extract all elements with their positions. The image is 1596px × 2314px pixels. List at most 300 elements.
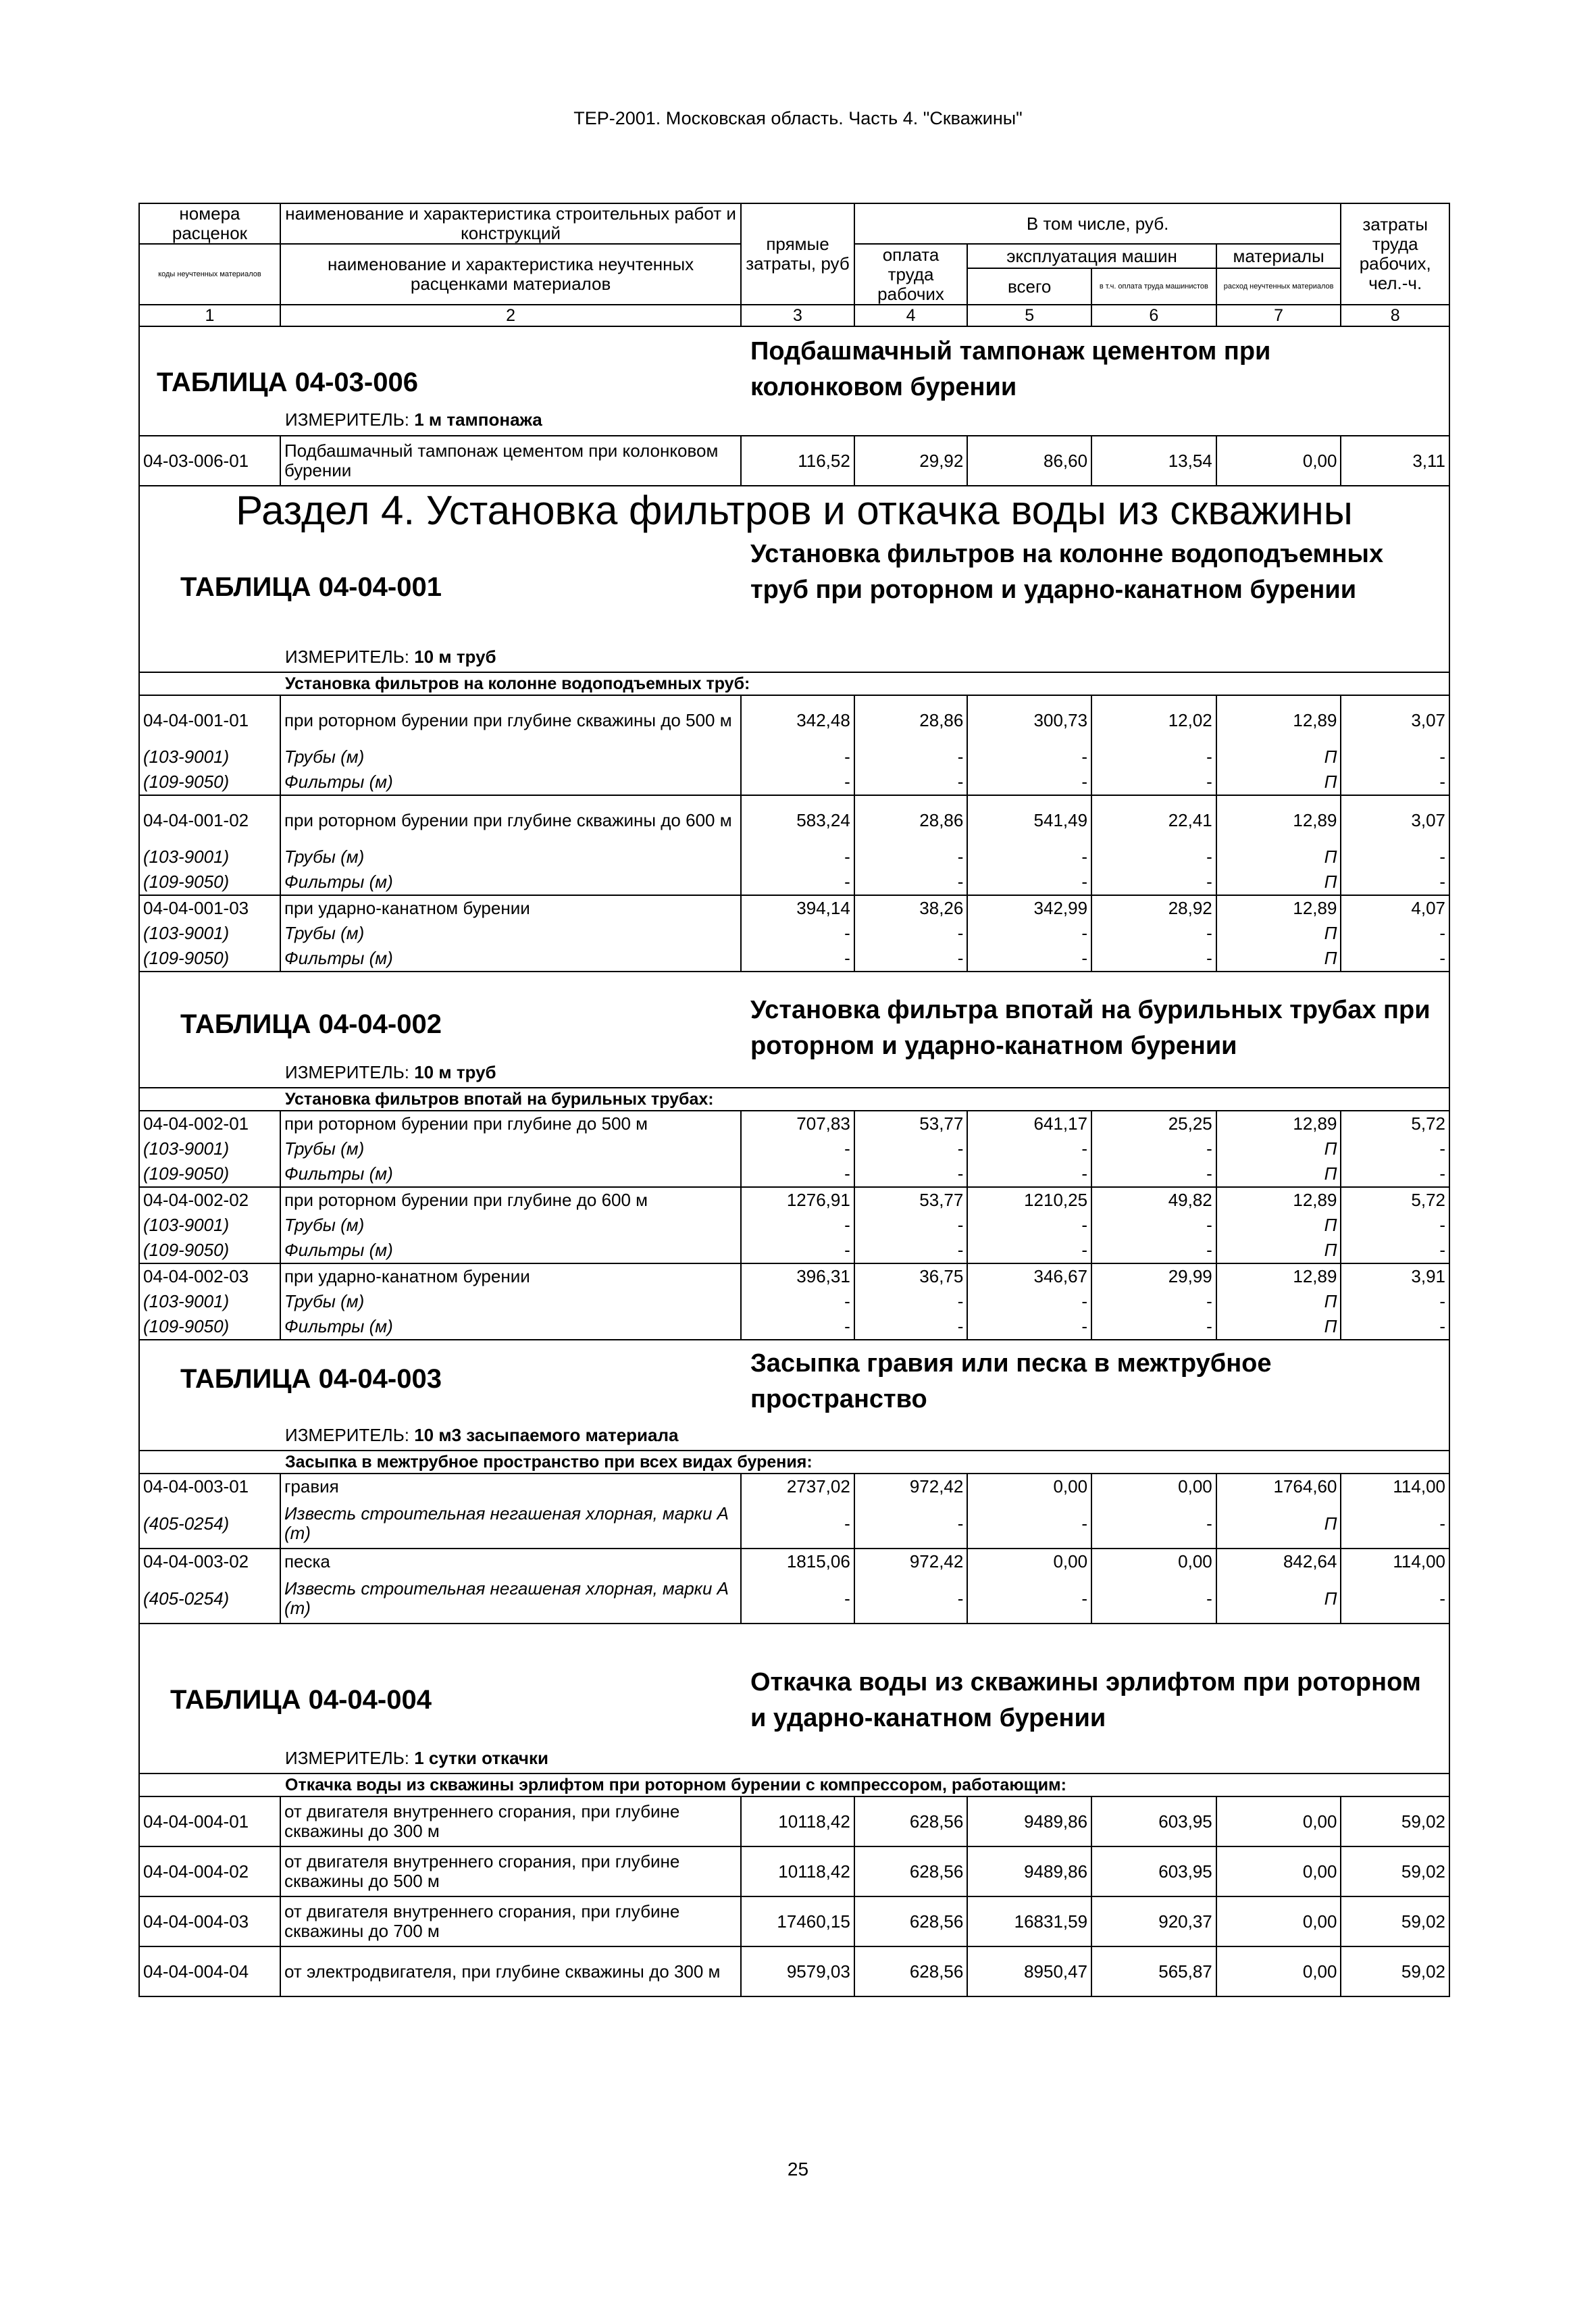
table-cell: 0,00 [1091,1474,1216,1499]
table-cell: - [854,921,968,946]
table-cell: - [1341,870,1449,895]
table-row [139,1474,1449,1499]
table-cell: - [967,1136,1091,1161]
table-row [139,1111,1449,1136]
table-cell: П [1216,1499,1341,1549]
table-label: ТАБЛИЦА 04-04-004 [170,1685,432,1715]
table-cell: 36,75 [854,1263,968,1289]
table-cell: (405-0254) [139,1574,280,1624]
table-cell: - [741,921,854,946]
table-cell: 114,00 [1341,1474,1449,1499]
table-cell: 04-04-004-04 [139,1946,280,1996]
col-material-usage-header: расход неучтенных материалов [1216,268,1341,305]
table-cell: 9579,03 [741,1946,854,1996]
table-cell: 0,00 [967,1549,1091,1574]
table-cell: - [1091,1314,1216,1340]
table-cell: (103-9001) [139,1213,280,1238]
table-cell: - [1091,870,1216,895]
table-cell: П [1216,770,1341,795]
table-cell: Фильтры (м) [280,1161,741,1187]
table-cell: 972,42 [854,1474,968,1499]
table-cell: Трубы (м) [280,845,741,870]
rates-table [138,435,1450,486]
table-title-block [138,972,1450,1087]
table-cell: 920,37 [1091,1896,1216,1946]
table-cell: при ударно-канатном бурении [280,1263,741,1289]
table-cell: - [854,770,968,795]
table-cell: - [741,745,854,770]
table-cell: - [741,770,854,795]
table-cell: 04-03-006-01 [139,436,280,486]
table-cell: - [967,1238,1091,1263]
table-row [139,1314,1449,1340]
table-row [139,1896,1449,1946]
table-cell: - [741,1238,854,1263]
table-cell: - [741,1213,854,1238]
col-machines-total-header: всего [967,268,1091,305]
table-cell: - [1091,1238,1216,1263]
table-cell: 86,60 [967,436,1091,486]
table-cell: - [967,745,1091,770]
table-cell: 59,02 [1341,1896,1449,1946]
table-cell: 59,02 [1341,1946,1449,1996]
table-cell: 9489,86 [967,1796,1091,1846]
rates-table [138,695,1450,972]
table-cell: - [1091,946,1216,972]
measure-unit: ИЗМЕРИТЕЛЬ: 1 сутки откачки [285,1748,548,1769]
table-cell: при ударно-канатном бурении [280,895,741,921]
table-cell: 1210,25 [967,1187,1091,1213]
col-num: 8 [1341,305,1449,326]
table-cell: - [967,1289,1091,1314]
table-cell: Известь строительная негашеная хлорная, марки А (т) [280,1574,741,1624]
table-cell: - [741,1314,854,1340]
table-row [139,1796,1449,1846]
table-cell: - [1341,1213,1449,1238]
table-cell: 12,89 [1216,795,1341,845]
table-cell: 28,86 [854,795,968,845]
col-materials-header: материалы [1216,244,1341,268]
rates-table [138,1796,1450,1997]
table-cell: 0,00 [1091,1549,1216,1574]
col-labor-header: затраты труда рабочих, чел.-ч. [1341,203,1449,305]
table-cell: 04-04-004-03 [139,1896,280,1946]
table-cell: 707,83 [741,1111,854,1136]
table-cell: 116,52 [741,436,854,486]
table-cell: Трубы (м) [280,745,741,770]
table-cell: - [1091,1499,1216,1549]
table-title: Засыпка гравия или песка в межтрубное пространство [750,1349,1272,1414]
table-cell: - [967,845,1091,870]
table-cell: 3,91 [1341,1263,1449,1289]
table-cell: 10118,42 [741,1796,854,1846]
table-cell: - [1341,1289,1449,1314]
table-cell: 25,25 [1091,1111,1216,1136]
table-cell: 541,49 [967,795,1091,845]
table-cell: - [1341,1161,1449,1187]
table-cell: от двигателя внутреннего сгорания, при глубине скважины до 700 м [280,1896,741,1946]
table-row [139,436,1449,486]
table-cell: 3,11 [1341,436,1449,486]
measure-unit: ИЗМЕРИТЕЛЬ: 10 м труб [285,1062,496,1083]
table-cell: - [741,1499,854,1549]
table-cell: - [967,946,1091,972]
table-cell: 2737,02 [741,1474,854,1499]
table-row [139,770,1449,795]
table-cell: 0,00 [1216,1896,1341,1946]
col-machines-header: эксплуатация машин [967,244,1216,268]
table-cell: - [1091,745,1216,770]
table-cell: - [854,1213,968,1238]
table-cell: 8950,47 [967,1946,1091,1996]
table-cell: - [854,1289,968,1314]
subheading: Засыпка в межтрубное пространство при всех видах бурения: [285,1453,813,1472]
table-cell: 0,00 [967,1474,1091,1499]
table-cell: - [1091,770,1216,795]
subheading: Установка фильтров на колонне водоподъемных труб: [285,674,750,694]
table-cell: 12,89 [1216,695,1341,745]
col-machinist-wages-header: в т.ч. оплата труда машинистов [1091,268,1216,305]
table-cell: 12,89 [1216,1263,1341,1289]
table-cell: - [1341,946,1449,972]
table-row [139,1549,1449,1574]
table-cell: (103-9001) [139,845,280,870]
table-cell: 565,87 [1091,1946,1216,1996]
table-row [139,1213,1449,1238]
table-cell: (109-9050) [139,1161,280,1187]
section-title: Раздел 4. Установка фильтров и откачка воды из скважины [138,486,1450,535]
table-cell: 0,00 [1216,436,1341,486]
table-title-block [138,1624,1450,1773]
table-cell: - [741,1136,854,1161]
table-cell: П [1216,1574,1341,1624]
table-cell: 396,31 [741,1263,854,1289]
table-cell: 641,17 [967,1111,1091,1136]
table-cell: 12,89 [1216,1111,1341,1136]
table-cell: при роторном бурении при глубине до 500 м [280,1111,741,1136]
col-num: 4 [854,305,968,326]
table-cell: 04-04-002-01 [139,1111,280,1136]
table-cell: 38,26 [854,895,968,921]
table-cell: Трубы (м) [280,1136,741,1161]
table-cell: 04-04-002-03 [139,1263,280,1289]
table-cell: 12,89 [1216,895,1341,921]
table-label: ТАБЛИЦА 04-03-006 [157,368,418,398]
table-cell: П [1216,870,1341,895]
subheading: Откачка воды из скважины эрлифтом при роторном бурении с компрессором, работающим: [285,1776,1066,1795]
table-cell: - [1341,845,1449,870]
table-cell: 628,56 [854,1796,968,1846]
table-row [139,1161,1449,1187]
table-cell: - [967,870,1091,895]
table-cell: 1815,06 [741,1549,854,1574]
rates-table [138,1110,1450,1340]
table-cell: 04-04-001-02 [139,795,280,845]
measure-unit: ИЗМЕРИТЕЛЬ: 10 м3 засыпаемого материала [285,1425,679,1446]
table-cell: П [1216,1213,1341,1238]
table-cell: Фильтры (м) [280,946,741,972]
table-cell: - [1341,1574,1449,1624]
table-cell: 342,99 [967,895,1091,921]
table-cell: 5,72 [1341,1111,1449,1136]
table-cell: - [741,845,854,870]
table-cell: - [854,1499,968,1549]
table-title-block [138,1340,1450,1450]
col-group-header: В том числе, руб. [854,203,1341,244]
table-cell: П [1216,745,1341,770]
table-cell: 3,07 [1341,795,1449,845]
rates-table [138,1473,1450,1624]
table-cell: - [1091,1161,1216,1187]
table-cell: 04-04-001-03 [139,895,280,921]
table-cell: 583,24 [741,795,854,845]
table-label: ТАБЛИЦА 04-04-003 [180,1364,442,1394]
table-cell: - [967,921,1091,946]
table-cell: - [854,1574,968,1624]
table-cell: 13,54 [1091,436,1216,486]
table-cell: (405-0254) [139,1499,280,1549]
table-row [139,870,1449,895]
table-row [139,745,1449,770]
col-name-header: наименование и характеристика строительных работ и конструкций [280,203,741,244]
table-cell: - [741,1574,854,1624]
table-row [139,1187,1449,1213]
table-title-block [138,327,1450,435]
table-cell: - [1341,921,1449,946]
table-cell: 0,00 [1216,1796,1341,1846]
col-num: 7 [1216,305,1341,326]
table-row [139,895,1449,921]
table-cell: П [1216,921,1341,946]
table-cell: - [854,745,968,770]
table-cell: - [1091,1213,1216,1238]
table-cell: 628,56 [854,1846,968,1896]
measure-unit: ИЗМЕРИТЕЛЬ: 10 м труб [285,647,496,668]
table-cell: 49,82 [1091,1187,1216,1213]
col-material-name-header: наименование и характеристика неучтенных расценками материалов [280,244,741,305]
table-cell: П [1216,1314,1341,1340]
table-cell: 5,72 [1341,1187,1449,1213]
col-direct-costs-header: прямые затраты, руб [741,203,854,305]
table-cell: 59,02 [1341,1796,1449,1846]
page-number: 25 [787,2159,809,2180]
table-cell: Трубы (м) [280,1289,741,1314]
column-header [138,203,1450,327]
table-cell: 28,86 [854,695,968,745]
table-cell: 628,56 [854,1896,968,1946]
table-cell: (103-9001) [139,745,280,770]
table-cell: - [854,870,968,895]
table-cell: Фильтры (м) [280,1314,741,1340]
table-cell: Известь строительная негашеная хлорная, марки А (т) [280,1499,741,1549]
table-row [139,695,1449,745]
subheading: Установка фильтров впотай на бурильных трубах: [285,1090,714,1109]
table-cell: - [741,1161,854,1187]
table-cell: 04-04-002-02 [139,1187,280,1213]
table-cell: Подбашмачный тампонаж цементом при колонковом бурении [280,436,741,486]
table-cell: 22,41 [1091,795,1216,845]
table-cell: 0,00 [1216,1946,1341,1996]
table-row [139,921,1449,946]
table-title: Подбашмачный тампонаж цементом при колонковом бурении [750,337,1271,402]
table-cell: при роторном бурении при глубине скважины до 500 м [280,695,741,745]
table-cell: 04-04-003-02 [139,1549,280,1574]
table-cell: 16831,59 [967,1896,1091,1946]
table-cell: песка [280,1549,741,1574]
table-cell: - [1091,1574,1216,1624]
table-cell: 12,89 [1216,1187,1341,1213]
table-cell: - [854,1314,968,1340]
table-row [139,1136,1449,1161]
page-header: ТЕР-2001. Московская область. Часть 4. "Скважины" [573,108,1023,128]
table-cell: - [854,946,968,972]
table-row [139,1499,1449,1549]
table-cell: (103-9001) [139,1289,280,1314]
table-cell: - [854,845,968,870]
table-cell: - [967,770,1091,795]
table-cell: - [741,1289,854,1314]
table-cell: 9489,86 [967,1846,1091,1896]
table-cell: 114,00 [1341,1549,1449,1574]
table-cell: (103-9001) [139,1136,280,1161]
table-cell: - [854,1136,968,1161]
subheading-row [138,672,1450,695]
table-cell: - [1091,1136,1216,1161]
table-cell: 29,99 [1091,1263,1216,1289]
table-row [139,1238,1449,1263]
table-cell: 4,07 [1341,895,1449,921]
table-cell: 28,92 [1091,895,1216,921]
table-cell: от двигателя внутреннего сгорания, при глубине скважины до 500 м [280,1846,741,1896]
col-num: 1 [139,305,280,326]
table-cell: П [1216,946,1341,972]
table-cell: 972,42 [854,1549,968,1574]
table-cell: гравия [280,1474,741,1499]
table-cell: - [1091,845,1216,870]
measure-unit: ИЗМЕРИТЕЛЬ: 1 м тампонажа [285,409,542,430]
table-cell: 04-04-001-01 [139,695,280,745]
table-cell: - [967,1213,1091,1238]
table-cell: - [854,1238,968,1263]
table-cell: 10118,42 [741,1846,854,1896]
table-cell: - [1341,1136,1449,1161]
table-cell: 17460,15 [741,1896,854,1946]
table-cell: 394,14 [741,895,854,921]
table-row [139,1946,1449,1996]
table-cell: - [967,1574,1091,1624]
table-cell: 04-04-004-01 [139,1796,280,1846]
table-cell: 628,56 [854,1946,968,1996]
table-cell: от электродвигателя, при глубине скважины до 300 м [280,1946,741,1996]
table-cell: 59,02 [1341,1846,1449,1896]
table-cell: (109-9050) [139,1238,280,1263]
table-cell: Трубы (м) [280,921,741,946]
table-row [139,946,1449,972]
table-cell: - [1341,1314,1449,1340]
col-num: 6 [1091,305,1216,326]
table-cell: (109-9050) [139,870,280,895]
table-cell: - [1091,1289,1216,1314]
table-cell: (109-9050) [139,1314,280,1340]
table-cell: - [741,946,854,972]
table-cell: П [1216,1161,1341,1187]
table-cell: - [1341,745,1449,770]
col-num: 2 [280,305,741,326]
table-cell: - [1341,770,1449,795]
subheading-row [138,1450,1450,1473]
table-cell: 603,95 [1091,1796,1216,1846]
col-num: 3 [741,305,854,326]
table-cell: - [854,1161,968,1187]
subheading-row [138,1773,1450,1796]
table-cell: Трубы (м) [280,1213,741,1238]
table-cell: П [1216,1289,1341,1314]
table-cell: Фильтры (м) [280,770,741,795]
table-row [139,845,1449,870]
table-title: Откачка воды из скважины эрлифтом при роторном и ударно-канатном бурении [750,1668,1421,1733]
table-cell: 1764,60 [1216,1474,1341,1499]
table-row [139,1263,1449,1289]
table-cell: 842,64 [1216,1549,1341,1574]
table-cell: (109-9050) [139,770,280,795]
table-cell: Фильтры (м) [280,1238,741,1263]
table-cell: (103-9001) [139,921,280,946]
table-cell: - [1341,1499,1449,1549]
table-title: Установка фильтра впотай на бурильных трубах при роторном и ударно-канатном бурении [750,996,1431,1061]
table-cell: 04-04-004-02 [139,1846,280,1896]
table-cell: - [967,1161,1091,1187]
table-cell: - [967,1314,1091,1340]
table-cell: 53,77 [854,1187,968,1213]
table-row [139,795,1449,845]
table-label: ТАБЛИЦА 04-04-002 [180,1009,442,1040]
table-cell: 342,48 [741,695,854,745]
table-cell: при роторном бурении при глубине до 600 м [280,1187,741,1213]
table-cell: 603,95 [1091,1846,1216,1896]
table-cell: Фильтры (м) [280,870,741,895]
col-num: 5 [967,305,1091,326]
table-cell: П [1216,845,1341,870]
table-cell: - [1341,1238,1449,1263]
table-title-block [138,535,1450,672]
table-cell: 346,67 [967,1263,1091,1289]
price-table-sheet [138,203,1450,1997]
col-wages-header: оплата труда рабочих [854,244,968,305]
table-cell: 12,02 [1091,695,1216,745]
table-cell: П [1216,1238,1341,1263]
table-cell: 29,92 [854,436,968,486]
table-cell: 53,77 [854,1111,968,1136]
table-row [139,1846,1449,1896]
table-row [139,1289,1449,1314]
table-label: ТАБЛИЦА 04-04-001 [180,572,442,603]
table-cell: - [1091,921,1216,946]
table-cell: 1276,91 [741,1187,854,1213]
table-cell: - [741,870,854,895]
table-cell: - [967,1499,1091,1549]
table-cell: П [1216,1136,1341,1161]
col-material-codes-header: коды неучтенных материалов [139,244,280,305]
table-row [139,1574,1449,1624]
table-cell: (109-9050) [139,946,280,972]
subheading-row [138,1087,1450,1110]
table-cell: 04-04-003-01 [139,1474,280,1499]
table-cell: 300,73 [967,695,1091,745]
table-cell: от двигателя внутреннего сгорания, при глубине скважины до 300 м [280,1796,741,1846]
table-cell: при роторном бурении при глубине скважины до 600 м [280,795,741,845]
table-cell: 3,07 [1341,695,1449,745]
table-cell: 0,00 [1216,1846,1341,1896]
